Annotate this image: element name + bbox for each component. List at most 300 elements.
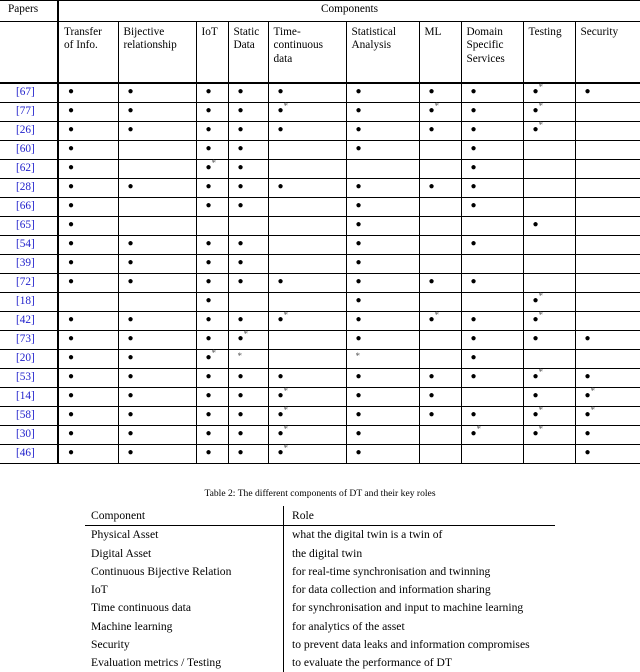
filled-dot-icon: ● [355, 219, 362, 230]
matrix-cell [523, 445, 575, 464]
matrix-cell [575, 236, 640, 255]
paper-citation[interactable]: [20] [0, 350, 58, 369]
matrix-cell [523, 103, 575, 122]
matrix-cell [58, 103, 118, 122]
matrix-cell [268, 122, 346, 141]
paper-citation[interactable]: [62] [0, 160, 58, 179]
column-header-domain-specific-services [461, 22, 523, 84]
matrix-cell [419, 369, 461, 388]
asterisk-marker: * [243, 329, 249, 340]
filled-dot-icon: ● [355, 428, 362, 439]
table-row [0, 388, 640, 407]
paper-citation[interactable]: [54] [0, 236, 58, 255]
filled-dot-icon: ● [127, 105, 134, 116]
matrix-cell [118, 122, 196, 141]
matrix-cell [419, 426, 461, 445]
matrix-cell [268, 255, 346, 274]
filled-dot-icon: ● [237, 238, 244, 249]
matrix-cell [461, 122, 523, 141]
filled-dot-icon: ● [532, 314, 539, 325]
matrix-cell [228, 122, 268, 141]
matrix-cell [575, 312, 640, 331]
matrix-cell [228, 312, 268, 331]
filled-dot-icon: ● [205, 295, 212, 306]
filled-dot-icon: ● [127, 333, 134, 344]
matrix-cell [196, 83, 228, 103]
table-row [0, 293, 640, 312]
matrix-cell [58, 198, 118, 217]
paper-citation[interactable]: [67] [0, 83, 58, 103]
paper-citation[interactable]: [65] [0, 217, 58, 236]
filled-dot-icon: ● [470, 333, 477, 344]
matrix-cell [419, 350, 461, 369]
filled-dot-icon: ● [127, 390, 134, 401]
filled-dot-icon: ● [237, 257, 244, 268]
matrix-cell [523, 198, 575, 217]
matrix-cell [575, 179, 640, 198]
filled-dot-icon: ● [470, 181, 477, 192]
filled-dot-icon: ● [127, 276, 134, 287]
table2-row [85, 599, 555, 617]
matrix-cell [419, 141, 461, 160]
matrix-cell [461, 83, 523, 103]
asterisk-marker: * [538, 120, 544, 131]
filled-dot-icon: ● [205, 181, 212, 192]
matrix-cell [419, 236, 461, 255]
matrix-cell [419, 407, 461, 426]
matrix-cell [419, 312, 461, 331]
matrix-cell [268, 103, 346, 122]
filled-dot-icon: ● [237, 447, 244, 458]
matrix-cell [346, 369, 419, 388]
filled-dot-icon: ● [428, 181, 435, 192]
header-component: Component [85, 506, 284, 525]
matrix-cell [461, 293, 523, 312]
table-row [0, 369, 640, 388]
matrix-cell [118, 274, 196, 293]
table-row [0, 141, 640, 160]
filled-dot-icon: ● [68, 409, 75, 420]
matrix-cell [575, 160, 640, 179]
filled-dot-icon: ● [237, 428, 244, 439]
matrix-cell [228, 350, 268, 369]
matrix-cell [228, 179, 268, 198]
asterisk-marker: * [355, 351, 360, 361]
filled-dot-icon: ● [470, 352, 477, 363]
matrix-cell [118, 350, 196, 369]
header-line: ML [424, 26, 442, 38]
matrix-cell [58, 312, 118, 331]
component-name: Security [91, 638, 130, 652]
matrix-cell [268, 388, 346, 407]
matrix-cell [268, 293, 346, 312]
matrix-cell [268, 198, 346, 217]
header-line: Time- [273, 26, 301, 38]
filled-dot-icon: ● [428, 86, 435, 97]
matrix-cell [575, 293, 640, 312]
filled-dot-icon: ● [68, 352, 75, 363]
matrix-cell [58, 445, 118, 464]
paper-citation[interactable]: [28] [0, 179, 58, 198]
asterisk-marker: * [538, 82, 544, 93]
paper-citation[interactable]: [77] [0, 103, 58, 122]
filled-dot-icon: ● [237, 333, 244, 344]
matrix-cell [58, 331, 118, 350]
banner-components-label: Components [58, 1, 640, 22]
table2-header-row [85, 506, 555, 525]
matrix-cell [268, 426, 346, 445]
matrix-cell [196, 198, 228, 217]
matrix-cell [461, 388, 523, 407]
matrix-cell [118, 103, 196, 122]
header-line: data [273, 52, 293, 65]
filled-dot-icon: ● [470, 276, 477, 287]
header-line: Specific [466, 39, 504, 52]
banner-papers-label: Papers [0, 1, 58, 22]
filled-dot-icon: ● [68, 200, 75, 211]
filled-dot-icon: ● [355, 447, 362, 458]
filled-dot-icon: ● [277, 371, 284, 382]
filled-dot-icon: ● [68, 390, 75, 401]
filled-dot-icon: ● [355, 314, 362, 325]
component-name: Time continuous data [91, 601, 192, 615]
filled-dot-icon: ● [205, 200, 212, 211]
paper-citation[interactable]: [14] [0, 388, 58, 407]
matrix-cell [419, 198, 461, 217]
asterisk-marker: * [211, 348, 217, 359]
filled-dot-icon: ● [470, 143, 477, 154]
column-header-static-data [228, 22, 268, 84]
matrix-cell [419, 179, 461, 198]
paper-citation[interactable]: [72] [0, 274, 58, 293]
matrix-cell [346, 179, 419, 198]
matrix-cell [523, 160, 575, 179]
matrix-cell [268, 179, 346, 198]
matrix-cell [461, 445, 523, 464]
matrix-cell [346, 122, 419, 141]
matrix-cell [575, 198, 640, 217]
matrix-cell [228, 217, 268, 236]
filled-dot-icon: ● [470, 86, 477, 97]
matrix-cell [346, 350, 419, 369]
filled-dot-icon: ● [532, 371, 539, 382]
filled-dot-icon: ● [205, 143, 212, 154]
matrix-cell [268, 369, 346, 388]
matrix-cell [575, 122, 640, 141]
filled-dot-icon: ● [237, 371, 244, 382]
column-header-ml [419, 22, 461, 84]
matrix-cell [346, 255, 419, 274]
filled-dot-icon: ● [428, 105, 435, 116]
header-line: Static [233, 26, 260, 38]
filled-dot-icon: ● [205, 257, 212, 268]
filled-dot-icon: ● [428, 124, 435, 135]
matrix-cell [118, 160, 196, 179]
filled-dot-icon: ● [584, 409, 591, 420]
matrix-cell [346, 293, 419, 312]
paper-citation[interactable]: [39] [0, 255, 58, 274]
filled-dot-icon: ● [127, 428, 134, 439]
paper-citation[interactable]: [30] [0, 426, 58, 445]
matrix-cell [346, 217, 419, 236]
table-row [0, 236, 640, 255]
matrix-cell [228, 141, 268, 160]
matrix-cell [196, 236, 228, 255]
matrix-cell [118, 426, 196, 445]
matrix-cell [461, 331, 523, 350]
filled-dot-icon: ● [532, 428, 539, 439]
column-header-iot [196, 22, 228, 84]
filled-dot-icon: ● [355, 200, 362, 211]
filled-dot-icon: ● [277, 124, 284, 135]
paper-citation[interactable]: [26] [0, 122, 58, 141]
matrix-cell [268, 407, 346, 426]
filled-dot-icon: ● [127, 86, 134, 97]
paper-citation[interactable]: [58] [0, 407, 58, 426]
matrix-cell [346, 141, 419, 160]
filled-dot-icon: ● [355, 333, 362, 344]
component-name: Machine learning [91, 619, 173, 633]
matrix-cell [346, 445, 419, 464]
matrix-cell [523, 179, 575, 198]
paper-citation[interactable]: [53] [0, 369, 58, 388]
filled-dot-icon: ● [68, 124, 75, 135]
matrix-cell [575, 274, 640, 293]
filled-dot-icon: ● [532, 105, 539, 116]
filled-dot-icon: ● [127, 352, 134, 363]
matrix-cell [196, 160, 228, 179]
column-header-bijective-relationship [118, 22, 196, 84]
matrix-cell [346, 388, 419, 407]
filled-dot-icon: ● [68, 428, 75, 439]
filled-dot-icon: ● [277, 276, 284, 287]
table-row [0, 426, 640, 445]
filled-dot-icon: ● [584, 371, 591, 382]
matrix-cell [228, 369, 268, 388]
filled-dot-icon: ● [355, 124, 362, 135]
matrix-cell [461, 312, 523, 331]
filled-dot-icon: ● [355, 105, 362, 116]
matrix-cell [461, 141, 523, 160]
matrix-cell [196, 122, 228, 141]
matrix-cell [346, 426, 419, 445]
filled-dot-icon: ● [532, 390, 539, 401]
filled-dot-icon: ● [532, 86, 539, 97]
column-header-row [0, 22, 640, 84]
matrix-cell [419, 122, 461, 141]
asterisk-marker: * [538, 424, 544, 435]
filled-dot-icon: ● [68, 86, 75, 97]
filled-dot-icon: ● [355, 238, 362, 249]
matrix-cell [268, 141, 346, 160]
column-header-transfer-of-info [58, 22, 118, 84]
filled-dot-icon: ● [205, 314, 212, 325]
component-role: to evaluate the performance of DT [284, 654, 556, 672]
filled-dot-icon: ● [237, 314, 244, 325]
matrix-cell [268, 217, 346, 236]
matrix-cell [523, 350, 575, 369]
filled-dot-icon: ● [470, 371, 477, 382]
filled-dot-icon: ● [428, 390, 435, 401]
component-role: to prevent data leaks and information compromises [284, 636, 556, 654]
filled-dot-icon: ● [237, 276, 244, 287]
matrix-cell [196, 141, 228, 160]
column-header-testing [523, 22, 575, 84]
matrix-cell [118, 255, 196, 274]
filled-dot-icon: ● [205, 276, 212, 287]
filled-dot-icon: ● [355, 143, 362, 154]
filled-dot-icon: ● [584, 86, 591, 97]
matrix-cell [461, 179, 523, 198]
matrix-cell [523, 331, 575, 350]
matrix-cell [461, 407, 523, 426]
matrix-cell [346, 312, 419, 331]
filled-dot-icon: ● [532, 124, 539, 135]
filled-dot-icon: ● [355, 276, 362, 287]
table2-body [85, 506, 555, 672]
matrix-cell [575, 350, 640, 369]
filled-dot-icon: ● [68, 257, 75, 268]
paper-citation[interactable]: [46] [0, 445, 58, 464]
matrix-cell [118, 217, 196, 236]
filled-dot-icon: ● [68, 143, 75, 154]
filled-dot-icon: ● [205, 352, 212, 363]
filled-dot-icon: ● [68, 105, 75, 116]
matrix-cell [58, 388, 118, 407]
matrix-cell [196, 179, 228, 198]
matrix-cell [196, 274, 228, 293]
matrix-cell [523, 293, 575, 312]
header-line: continuous [273, 39, 324, 52]
filled-dot-icon: ● [470, 124, 477, 135]
matrix-cell [196, 312, 228, 331]
filled-dot-icon: ● [584, 333, 591, 344]
matrix-cell [118, 293, 196, 312]
matrix-cell [58, 407, 118, 426]
asterisk-marker: * [538, 367, 544, 378]
filled-dot-icon: ● [127, 314, 134, 325]
asterisk-marker: * [538, 405, 544, 416]
matrix-cell [346, 198, 419, 217]
table2-row [85, 654, 555, 672]
matrix-cell [419, 103, 461, 122]
filled-dot-icon: ● [237, 200, 244, 211]
matrix-cell [575, 255, 640, 274]
table-row [0, 350, 640, 369]
matrix-cell [196, 369, 228, 388]
filled-dot-icon: ● [205, 333, 212, 344]
table-row [0, 83, 640, 103]
component-role: for real-time synchronisation and twinning [284, 562, 556, 580]
header-line: Statistical [351, 26, 397, 38]
filled-dot-icon: ● [237, 86, 244, 97]
matrix-cell [268, 331, 346, 350]
filled-dot-icon: ● [470, 200, 477, 211]
component-role: for data collection and information sharing [284, 581, 556, 599]
header-line: IoT [201, 26, 218, 38]
matrix-cell [228, 236, 268, 255]
filled-dot-icon: ● [355, 409, 362, 420]
matrix-cell [419, 274, 461, 293]
filled-dot-icon: ● [532, 219, 539, 230]
filled-dot-icon: ● [470, 314, 477, 325]
filled-dot-icon: ● [205, 124, 212, 135]
filled-dot-icon: ● [68, 238, 75, 249]
matrix-cell [228, 407, 268, 426]
matrix-cell [196, 407, 228, 426]
matrix-cell [196, 426, 228, 445]
paper-citation[interactable]: [73] [0, 331, 58, 350]
filled-dot-icon: ● [470, 428, 477, 439]
matrix-cell [461, 103, 523, 122]
paper-citation[interactable]: [42] [0, 312, 58, 331]
matrix-cell [268, 445, 346, 464]
table-row [0, 179, 640, 198]
asterisk-marker: * [434, 101, 440, 112]
matrix-cell [523, 255, 575, 274]
filled-dot-icon: ● [355, 390, 362, 401]
filled-dot-icon: ● [68, 447, 75, 458]
matrix-cell [228, 103, 268, 122]
matrix-cell [58, 293, 118, 312]
matrix-cell [461, 160, 523, 179]
component-name: Continuous Bijective Relation [91, 564, 232, 578]
paper-citation[interactable]: [18] [0, 293, 58, 312]
filled-dot-icon: ● [127, 409, 134, 420]
filled-dot-icon: ● [205, 238, 212, 249]
paper-citation[interactable]: [60] [0, 141, 58, 160]
matrix-cell [58, 141, 118, 160]
matrix-cell [118, 141, 196, 160]
header-line: Analysis [351, 39, 392, 52]
table-row [0, 198, 640, 217]
asterisk-marker: * [283, 443, 289, 454]
filled-dot-icon: ● [237, 143, 244, 154]
header-line: Testing [528, 26, 562, 38]
header-line: Data [233, 39, 255, 52]
filled-dot-icon: ● [355, 295, 362, 306]
matrix-cell [228, 445, 268, 464]
filled-dot-icon: ● [277, 428, 284, 439]
asterisk-marker: * [283, 386, 289, 397]
matrix-cell [575, 426, 640, 445]
matrix-cell [461, 274, 523, 293]
asterisk-marker: * [590, 386, 596, 397]
matrix-cell [419, 331, 461, 350]
table2-row [85, 581, 555, 599]
component-name: Digital Asset [91, 546, 152, 560]
matrix-cell [523, 407, 575, 426]
matrix-cell [196, 293, 228, 312]
matrix-cell [461, 255, 523, 274]
paper-citation[interactable]: [66] [0, 198, 58, 217]
matrix-cell [523, 426, 575, 445]
filled-dot-icon: ● [277, 409, 284, 420]
asterisk-marker: * [283, 405, 289, 416]
filled-dot-icon: ● [237, 124, 244, 135]
matrix-cell [523, 83, 575, 103]
matrix-cell [346, 160, 419, 179]
asterisk-marker: * [211, 158, 217, 169]
filled-dot-icon: ● [205, 409, 212, 420]
matrix-cell [196, 445, 228, 464]
matrix-cell [419, 217, 461, 236]
table2-row [85, 525, 555, 544]
table-row [0, 217, 640, 236]
asterisk-marker: * [434, 310, 440, 321]
header-line: Services [466, 52, 505, 65]
matrix-cell [118, 445, 196, 464]
